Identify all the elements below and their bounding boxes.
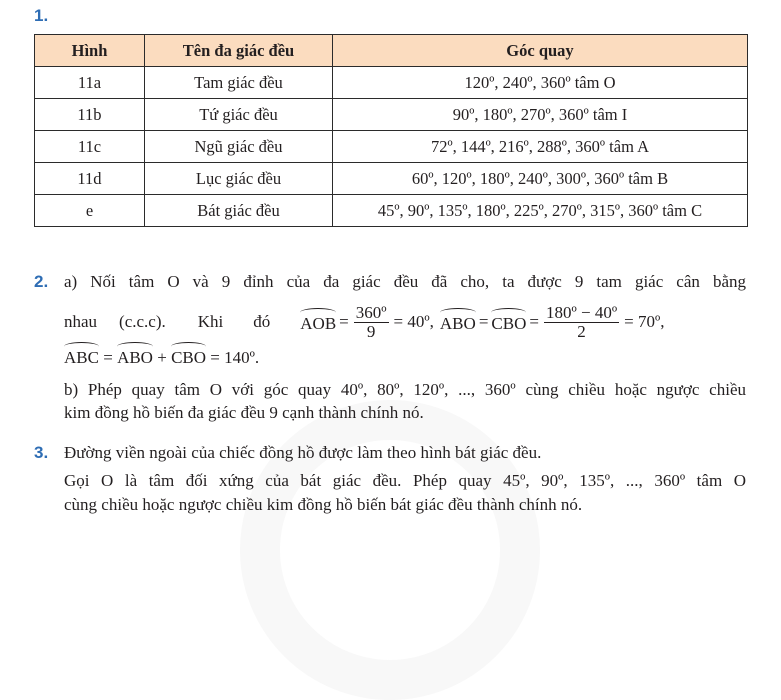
cell-figure: e (35, 195, 145, 227)
angle-cbo: CBO (171, 344, 206, 368)
fraction-denominator: 9 (366, 321, 376, 341)
angle-aob: AOB (300, 310, 336, 334)
header-rotation-angle: Góc quay (333, 35, 748, 67)
fraction-360-over-9 (354, 304, 389, 341)
equals-sign: = (529, 312, 539, 331)
table-row (35, 99, 748, 131)
answer-3-line-1: Đường viền ngoài của chiếc đồng hồ được làm theo hình bát giác đều. (64, 443, 542, 462)
table-row (35, 163, 748, 195)
word-do: đó (253, 312, 271, 331)
cell-rotation-angle: 72º, 144º, 216º, 288º, 360º tâm A (333, 131, 748, 163)
plus-sign: + (157, 348, 167, 367)
word-ccc: (c.c.c). (119, 312, 166, 331)
cell-polygon-name: Tam giác đều (145, 67, 333, 99)
cell-figure: 11a (35, 67, 145, 99)
word-nhau: nhau (64, 312, 98, 331)
angle-abo: ABO (117, 344, 153, 368)
header-figure: Hình (35, 35, 145, 67)
cell-rotation-angle: 120º, 240º, 360º tâm O (333, 67, 748, 99)
table-row (35, 131, 748, 163)
answer-3-line-2: Gọi O là tâm đối xứng của bát giác đều. Phép quay 45º, 90º, 135º, ..., 360º tâm O (64, 471, 746, 490)
cell-rotation-angle: 90º, 180º, 270º, 360º tâm I (333, 99, 748, 131)
answer-2a-line-2 (64, 300, 746, 344)
angle-abc: ABC (64, 344, 99, 368)
equals-sign: = (103, 348, 113, 367)
cell-polygon-name: Ngũ giác đều (145, 131, 333, 163)
cell-rotation-angle: 60º, 120º, 180º, 240º, 300º, 360º tâm B (333, 163, 748, 195)
cell-figure: 11c (35, 131, 145, 163)
cell-figure: 11d (35, 163, 145, 195)
table-row (35, 195, 748, 227)
section-3-number: 3. (34, 443, 49, 462)
rotation-table (34, 34, 748, 227)
result-70: = 70º, (624, 312, 665, 331)
equals-sign: = (339, 312, 349, 331)
result-40: = 40º, (393, 312, 434, 331)
word-khi: Khi (197, 312, 224, 331)
cell-polygon-name: Bát giác đều (145, 195, 333, 227)
fraction-denominator: 2 (577, 321, 586, 341)
angle-abo: ABO (440, 310, 476, 334)
cell-rotation-angle: 45º, 90º, 135º, 180º, 225º, 270º, 315º, 360º tâm C (333, 195, 748, 227)
header-polygon-name: Tên đa giác đều (145, 35, 333, 67)
result-140: = 140º. (210, 348, 260, 367)
cell-polygon-name: Tứ giác đều (145, 99, 333, 131)
answer-3-line-3: cùng chiều hoặc ngược chiều kim đồng hồ biến bát giác đều thành chính nó. (64, 495, 583, 514)
fraction-numerator: 180º − 40º (545, 302, 618, 322)
section-1-number: 1. (34, 6, 49, 25)
fraction-140-over-2 (544, 304, 619, 341)
equals-sign: = (478, 312, 489, 331)
table-row (35, 67, 748, 99)
fraction-numerator: 360º (355, 302, 387, 322)
answer-2b-line-2: kim đồng hồ biến đa giác đều 9 cạnh thành chính nó. (64, 403, 424, 422)
answer-2a-line-1: a) Nối tâm O và 9 đỉnh của đa giác đều đã cho, ta được 9 tam giác cân bằng (64, 272, 746, 291)
answer-2b-line-1: b) Phép quay tâm O với góc quay 40º, 80º, 120º, ..., 360º cùng chiều hoặc ngược chiều (64, 380, 746, 399)
angle-cbo: CBO (491, 310, 526, 334)
cell-figure: 11b (35, 99, 145, 131)
cell-polygon-name: Lục giác đều (145, 163, 333, 195)
answer-2a-line-3 (64, 344, 259, 368)
section-2-number: 2. (34, 272, 49, 291)
table-header-row (35, 35, 748, 67)
